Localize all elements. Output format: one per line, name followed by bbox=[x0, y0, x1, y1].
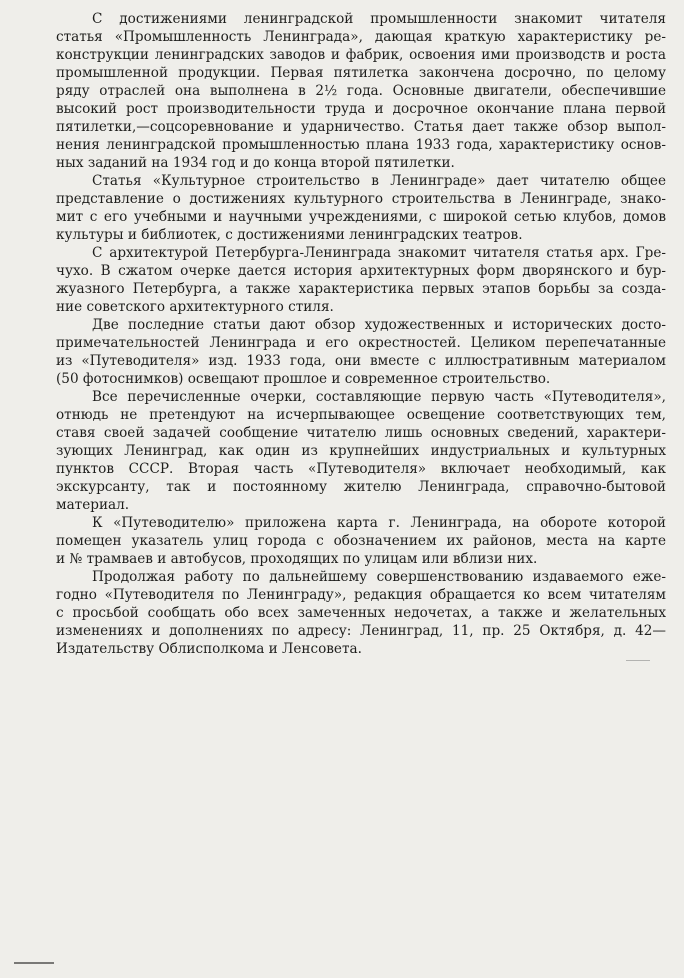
text-line: ных заданий на 1934 год и до конца второй пятилетки. bbox=[56, 155, 455, 171]
text-line: и № трамваев и автобусов, проходящих по улицам или вблизи них. bbox=[56, 551, 538, 567]
text-line: ряду отраслей она выполнена в 2½ года. Основные двигатели, обеспечившие bbox=[56, 83, 666, 99]
page-edge-mark bbox=[14, 962, 54, 964]
text-line: с просьбой сообщать обо всех замеченных недочетах, а также и желательных bbox=[56, 605, 666, 621]
text-line: культуры и библиотек, с достижениями ленинградских театров. bbox=[56, 227, 523, 243]
text-line: годно «Путеводителя по Ленинграду», редакция обращается ко всем читателям bbox=[56, 587, 666, 603]
text-line: конструкции ленинградских заводов и фабрик, освоения ими производств и роста bbox=[56, 47, 666, 63]
text-line: помещен указатель улиц города с обозначением их районов, места на карте bbox=[56, 533, 666, 549]
text-line: С достижениями ленинградской промышленности знакомит читателя bbox=[92, 11, 666, 27]
text-line: материал. bbox=[56, 497, 130, 513]
text-line: мит с его учебными и научными учреждениями, с широкой сетью клубов, домов bbox=[56, 209, 666, 225]
text-line: Две последние статьи дают обзор художественных и исторических досто- bbox=[92, 317, 666, 333]
text-line: высокий рост производительности труда и досрочное окончание плана первой bbox=[56, 101, 666, 117]
text-line: Продолжая работу по дальнейшему совершенствованию издаваемого еже- bbox=[92, 569, 666, 585]
paragraph-sights bbox=[20, 316, 666, 388]
text-line: примечательностей Ленинграда и его окрестностей. Целиком перепечатанные bbox=[56, 335, 666, 351]
text-line: (50 фотоснимков) освещают прошлое и современное строительство. bbox=[56, 371, 551, 387]
text-line: Все перечисленные очерки, составляющие первую часть «Путеводителя», bbox=[92, 389, 666, 405]
text-line: жуазного Петербурга, а также характеристика первых этапов борьбы за созда- bbox=[56, 281, 666, 297]
text-line: представление о достижениях культурного строительства в Ленинграде, знако- bbox=[56, 191, 666, 207]
paragraph-map bbox=[20, 514, 666, 568]
paragraph-editorial-request bbox=[20, 568, 666, 658]
text-line: чухо. В сжатом очерке дается история архитектурных форм дворянского и бур- bbox=[56, 263, 666, 279]
text-line: ние советского архитектурного стиля. bbox=[56, 299, 334, 315]
paragraph-first-part bbox=[20, 388, 666, 514]
text-line: К «Путеводителю» приложена карта г. Ленинграда, на обороте которой bbox=[92, 515, 666, 531]
stray-print-mark bbox=[626, 660, 650, 661]
text-line: Статья «Культурное строительство в Ленинграде» дает читателю общее bbox=[92, 173, 666, 189]
text-line: пунктов СССР. Вторая часть «Путеводителя» включает необходимый, как bbox=[56, 461, 666, 477]
body-text bbox=[20, 10, 666, 658]
text-line: из «Путеводителя» изд. 1933 года, они вместе с иллюстративным материалом bbox=[56, 353, 666, 369]
text-line: пятилетки,—соцсоревнование и ударничество. Статья дает также обзор выпол- bbox=[56, 119, 666, 135]
text-line: Издательству Облисполкома и Ленсовета. bbox=[56, 641, 362, 657]
text-line: нения ленинградской промышленностью плана 1933 года, характеристику основ- bbox=[56, 137, 666, 153]
text-line: экскурсанту, так и постоянному жителю Ленинграда, справочно-бытовой bbox=[56, 479, 666, 495]
text-line: С архитектурой Петербурга-Ленинграда знакомит читателя статья арх. Гре- bbox=[92, 245, 666, 261]
text-line: ставя своей задачей сообщение читателю лишь основных сведений, характери- bbox=[56, 425, 666, 441]
text-line: отнюдь не претендуют на исчерпывающее освещение соответствующих тем, bbox=[56, 407, 666, 423]
text-line: промышленной продукции. Первая пятилетка закончена досрочно, по целому bbox=[56, 65, 666, 81]
text-line: зующих Ленинград, как один из крупнейших индустриальных и культурных bbox=[56, 443, 666, 459]
text-line: изменениях и дополнениях по адресу: Ленинград, 11, пр. 25 Октября, д. 42— bbox=[56, 623, 666, 639]
paragraph-culture bbox=[20, 172, 666, 244]
paragraph-architecture bbox=[20, 244, 666, 316]
text-line: статья «Промышленность Ленинграда», дающая краткую характеристику ре- bbox=[56, 29, 666, 45]
paragraph-industry bbox=[20, 10, 666, 172]
